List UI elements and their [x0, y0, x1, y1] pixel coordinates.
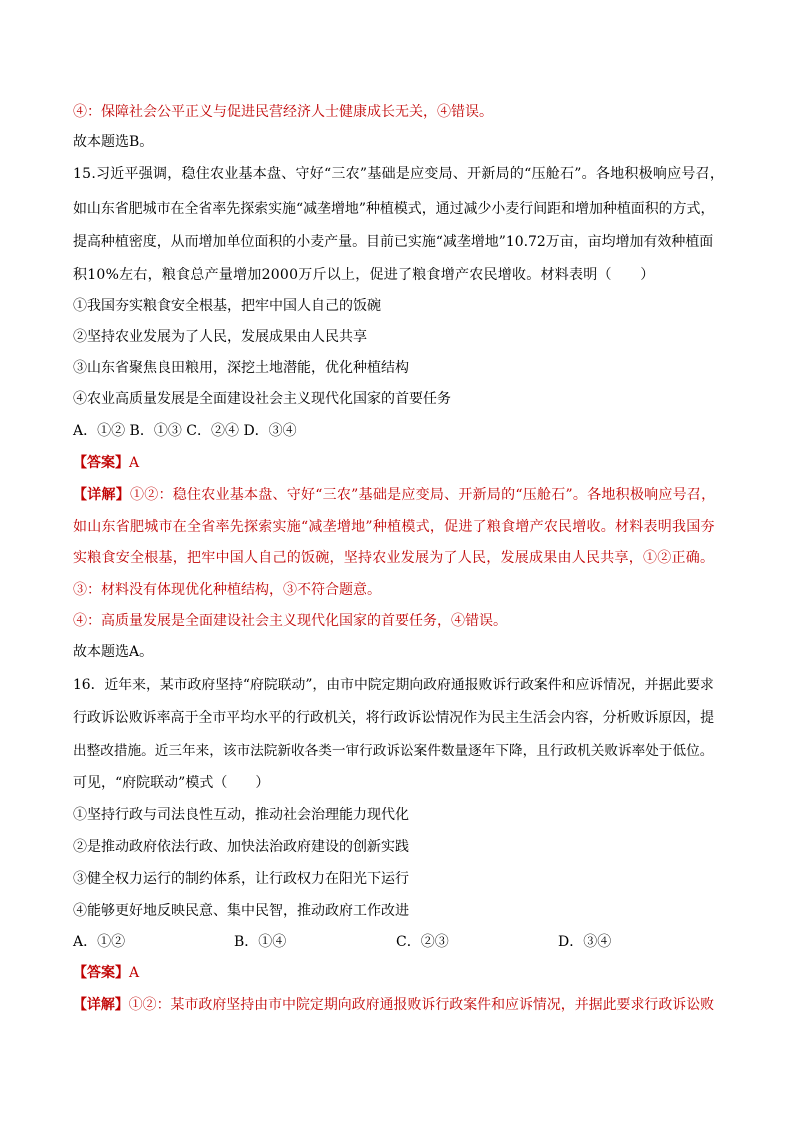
q15-detail-line-1	[73, 486, 715, 504]
q15-stem-line-1: 15.习近平强调，稳住农业基本盘、守好“三农”基础是应变局、开新局的“压舱石”。各地积极响应号召，	[73, 166, 725, 182]
q15-item-1: ①我国夯实粮食安全根基，把牢中国人自己的饭碗	[73, 298, 381, 314]
q16-choice-c: C．②③	[396, 934, 449, 950]
q15-item-3: ③山东省聚焦良田粮用，深挖土地潜能，优化种植结构	[73, 360, 409, 376]
q15-item-4: ④农业高质量发展是全面建设社会主义现代化国家的首要任务	[73, 391, 451, 407]
q16-choice-a: A．①②	[73, 934, 126, 950]
q15-stem-line-3: 提高种植密度，从而增加单位面积的小麦产量。目前已实施“减垄增地”10.72万亩，亩均增加有效种植面	[73, 234, 714, 250]
q15-detail-line-3: 实粮食安全根基，把牢中国人自己的饭碗，坚持农业发展为了人民，发展成果由人民共享，①②正确。	[73, 550, 715, 566]
q16-detail-text-1: ①②：某市政府坚持由市中院定期向政府通报败诉行政案件和应诉情况，并据此要求行政诉讼败	[128, 997, 715, 1013]
detail-label: 【详解】	[73, 487, 130, 503]
q16-detail-line-1	[73, 996, 714, 1014]
answer-label: 【答案】	[73, 965, 129, 981]
q16-item-3: ③健全权力运行的制约体系，让行政权力在阳光下运行	[73, 871, 409, 887]
detail-label: 【详解】	[73, 997, 129, 1013]
q16-stem-line-4: 可见，“府院联动”模式（ ）	[73, 775, 270, 791]
answer-label: 【答案】	[73, 455, 129, 471]
q15-conclusion: 故本题选A。	[73, 644, 154, 660]
q16-item-4: ④能够更好地反映民意、集中民智，推动政府工作改进	[73, 903, 409, 919]
q15-answer	[73, 454, 139, 472]
q15-analysis-3: ③：材料没有体现优化种植结构，③不符合题意。	[73, 582, 381, 598]
q16-choice-b: B．①④	[234, 934, 287, 950]
q15-analysis-4: ④：高质量发展是全面建设社会主义现代化国家的首要任务，④错误。	[73, 613, 507, 629]
q16-answer	[73, 964, 139, 982]
answer-value: A	[129, 965, 140, 981]
q15-choices: A．①② B．①③ C．②④ D．③④	[73, 423, 297, 439]
q15-detail-line-2: 如山东省肥城市在全省率先探索实施“减垄增地”种植模式，促进了粮食增产农民增收。材料表明我国夯	[73, 519, 715, 535]
q15-stem-line-4: 积10%左右，粮食总产量增加2000万斤以上，促进了粮食增产农民增收。材料表明（ ）	[73, 267, 655, 283]
q16-item-1: ①坚持行政与司法良性互动，推动社会治理能力现代化	[73, 807, 409, 823]
q15-stem-line-2: 如山东省肥城市在全省率先探索实施“减垄增地”种植模式，通过减少小麦行间距和增加种植面积的方式，	[73, 201, 715, 217]
q15-item-2: ②坚持农业发展为了人民，发展成果由人民共享	[73, 329, 367, 345]
q14-conclusion: 故本题选B。	[73, 134, 154, 150]
q14-analysis-4: ④：保障社会公平正义与促进民营经济人士健康成长无关，④错误。	[73, 104, 493, 120]
q15-detail-text-1: ①②：稳住农业基本盘、守好“三农”基础是应变局、开新局的“压舱石”。各地积极响应号召，	[130, 487, 716, 503]
answer-value: A	[129, 455, 140, 471]
q16-stem-line-3: 出整改措施。近三年来，该市法院新收各类一审行政诉讼案件数量逐年下降，且行政机关败诉率处于低位。	[73, 743, 714, 759]
q16-item-2: ②是推动政府依法行政、加快法治政府建设的创新实践	[73, 839, 409, 855]
q16-choice-d: D．③④	[558, 934, 612, 950]
q16-stem-line-1: 16．近年来，某市政府坚持“府院联动”，由市中院定期向政府通报败诉行政案件和应诉情况，并据此要求	[73, 677, 714, 693]
q16-stem-line-2: 行政诉讼败诉率高于全市平均水平的行政机关，将行政诉讼情况作为民主生活会内容，分析败诉原因，提	[73, 710, 715, 726]
